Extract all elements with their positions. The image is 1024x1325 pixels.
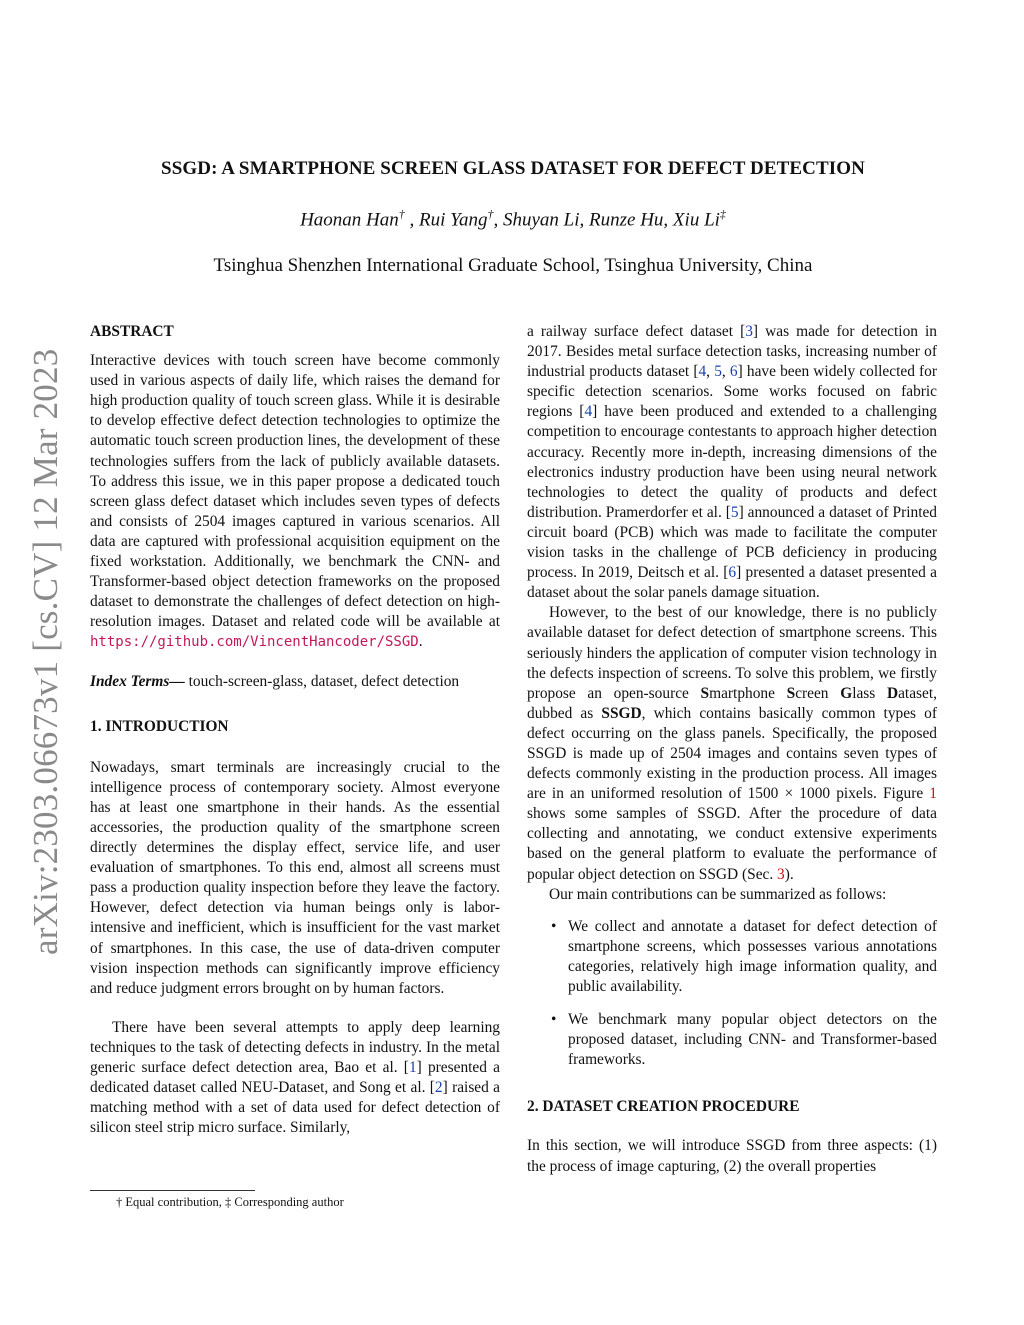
bold-initial: G [840, 684, 853, 702]
text-run: ataset, dubbed as [527, 684, 937, 722]
citation-link[interactable]: 1 [408, 1059, 417, 1076]
citation-link[interactable]: 2 [434, 1079, 443, 1097]
bold-initial: D [886, 684, 899, 702]
dataset-paragraph-1: In this section, we will introduce SSGD from three aspects: (1) the process of image capturing, (2) the overall properties [527, 1137, 937, 1175]
dataset-heading: 2. DATASET CREATION PROCEDURE [527, 1098, 800, 1116]
section-reference[interactable]: 3 [777, 865, 785, 883]
citation-link[interactable]: 5 [714, 363, 722, 381]
text-run: a railway surface defect dataset [ [527, 323, 746, 340]
contribution-item: • We collect and annotate a dataset for defect detection of smartphone screens, which possesses various annotations categories, relatively high image information quality, and public availability. [568, 917, 937, 997]
abstract-body [90, 351, 500, 652]
citation-link[interactable]: 5 [730, 503, 739, 521]
text-run: , [721, 363, 730, 381]
text-run: ] have been produced and extended to a challenging competition to encourage contestants to approach higher detection accuracy. Recently more in-depth, increasing dimensions of the electronics industry production have been using neural network technologies to detect the quality of products and defect distribution. Pramerdorfer et al. [ [527, 403, 937, 521]
intro-paragraph-5: Our main contributions can be summarized as follows: [549, 885, 887, 903]
text-run: ] presented a dataset presented a dataset about the solar panels damage situation. [527, 564, 937, 602]
author-1: Haonan Han [300, 209, 399, 231]
author-2: Rui Yang [419, 209, 488, 231]
footnote-divider [90, 1190, 255, 1191]
text-run: ] announced a dataset of Printed circuit board (PCB) which was made to facilitate the computer vision tasks in the challenge of PCB deficiency in producing process. In 2019, Deitsch et al. [ [527, 503, 937, 582]
text-run: , [706, 363, 715, 381]
text-run: creen [795, 684, 841, 702]
intro-paragraph-4 [527, 603, 937, 884]
github-link[interactable]: https://github.com/VincentHancoder/SSGD [90, 634, 419, 651]
left-column [90, 322, 500, 1138]
citation-link[interactable]: 3 [745, 323, 753, 340]
figure-reference[interactable]: 1 [929, 785, 937, 803]
text-run: lass [852, 684, 887, 702]
introduction-heading: 1. INTRODUCTION [90, 717, 229, 735]
bold-initial: S [700, 684, 710, 702]
arxiv-identifier: arXiv:2303.06673v1 [cs.CV] 12 Mar 2023 [26, 348, 65, 955]
index-terms-label: Index Terms— [90, 672, 185, 690]
text-run: ] presented a dedicated dataset called NEU-Dataset, and Song et al. [ [90, 1059, 501, 1097]
equal-contribution-mark: † [398, 207, 405, 221]
text-run: , which contains basically common types of defect occurring on the glass panels. Specifically, the proposed SSGD is made up of 2504 images and contains seven types of defects commonly existing in the production process. All images are in an uniformed resolution of 1500 × 1000 pixels. Figure [527, 704, 937, 803]
author-separator: , [404, 209, 420, 231]
citation-link[interactable]: 6 [729, 363, 738, 381]
citation-link[interactable]: 4 [584, 403, 593, 421]
abstract-end: . [418, 633, 423, 651]
intro-paragraph-3 [527, 322, 937, 603]
text-run: ] raised a matching method with a set of data used for defect detection of silicon steel strip micro surface. Similarly, [90, 1079, 500, 1137]
citation-link[interactable]: 6 [728, 564, 737, 582]
right-column [527, 322, 937, 1177]
abstract-text: Interactive devices with touch screen have become commonly used in various aspects of daily life, which raises the demand for high production quality of touch screen glass. While it is desirable to develop effective defect detection technologies to optimize the automatic touch screen production lines, the development of these technologies suffers from the lack of publicly available datasets. To address this issue, we in this paper propose a dedicated touch screen glass defect dataset which includes seven types of defects and consists of 2504 images captured in various scenarios. All data are captured with professional acquisition equipment on the fixed workstation. Additionally, we benchmark the CNN- and Transformer-based object detection frameworks on the proposed dataset to demonstrate the challenges of defect detection on high-resolution images. Dataset and related code will be available at [90, 352, 500, 631]
index-terms-text: touch-screen-glass, dataset, defect detection [184, 672, 460, 690]
intro-paragraph-2 [90, 1018, 500, 1139]
contribution-item: • We benchmark many popular object detectors on the proposed dataset, including CNN- and Transformer-based frameworks. [568, 1010, 937, 1070]
intro-paragraph-1: Nowadays, smart terminals are increasingly crucial to the intelligence process of contemporary society. Almost everyone has at least one smartphone in their hands. As the essential accessories, the production quality of the smartphone screen directly determines the display effect, service life, and user evaluation of smartphones. To this end, almost all screens must pass a production quality inspection before they leave the factory. However, defect detection via human beings only is labor-intensive and inefficient, which is insufficient for the vast market of smartphones. In this case, the use of data-driven computer vision inspection methods can significantly improve efficiency and reduce judgment errors brought on by human factors. [90, 758, 500, 997]
text-run: shows some samples of SSGD. After the procedure of data collecting and annotating, we conduct extensive experiments based on the general platform to evaluate the performance of popular object detection on SSGD (Sec. [527, 805, 937, 883]
text-run: There have been several attempts to apply deep learning techniques to the task of detecting defects in industry. In the metal generic surface defect detection area, Bao et al. [ [90, 1018, 500, 1076]
text-run: However, to the best of our knowledge, there is no publicly available dataset for defect detection of smartphone screens. This seriously hinders the application of computer vision technology in the defects inspection of screens. To solve this problem, we firstly propose an open-source [527, 604, 937, 702]
text-run: martphone [709, 684, 787, 702]
text-run: ). [784, 865, 794, 883]
affiliation: Tsinghua Shenzhen International Graduate School, Tsinghua University, China [213, 255, 813, 276]
text-run: ] was made for detection in 2017. Besides metal surface detection tasks, increasing number of industrial products dataset [ [527, 323, 937, 381]
text-run: ] have been widely collected for specific detection scenarios. Some works focused on fabric regions [ [527, 363, 937, 421]
author-list [90, 207, 936, 231]
index-terms [90, 672, 500, 692]
paper-title: SSGD: A SMARTPHONE SCREEN GLASS DATASET FOR DEFECT DETECTION [161, 158, 865, 179]
dataset-name: SSGD [601, 704, 642, 722]
contribution-list [527, 917, 937, 1071]
corresponding-author-mark: ‡ [719, 207, 726, 221]
bold-initial: S [786, 684, 796, 702]
abstract-heading: ABSTRACT [90, 323, 174, 340]
citation-link[interactable]: 4 [698, 363, 707, 381]
equal-contribution-mark: † [487, 207, 494, 221]
footnote: † Equal contribution, ‡ Corresponding author [116, 1195, 344, 1209]
other-authors: , Shuyan Li, Runze Hu, Xiu Li [493, 209, 720, 231]
